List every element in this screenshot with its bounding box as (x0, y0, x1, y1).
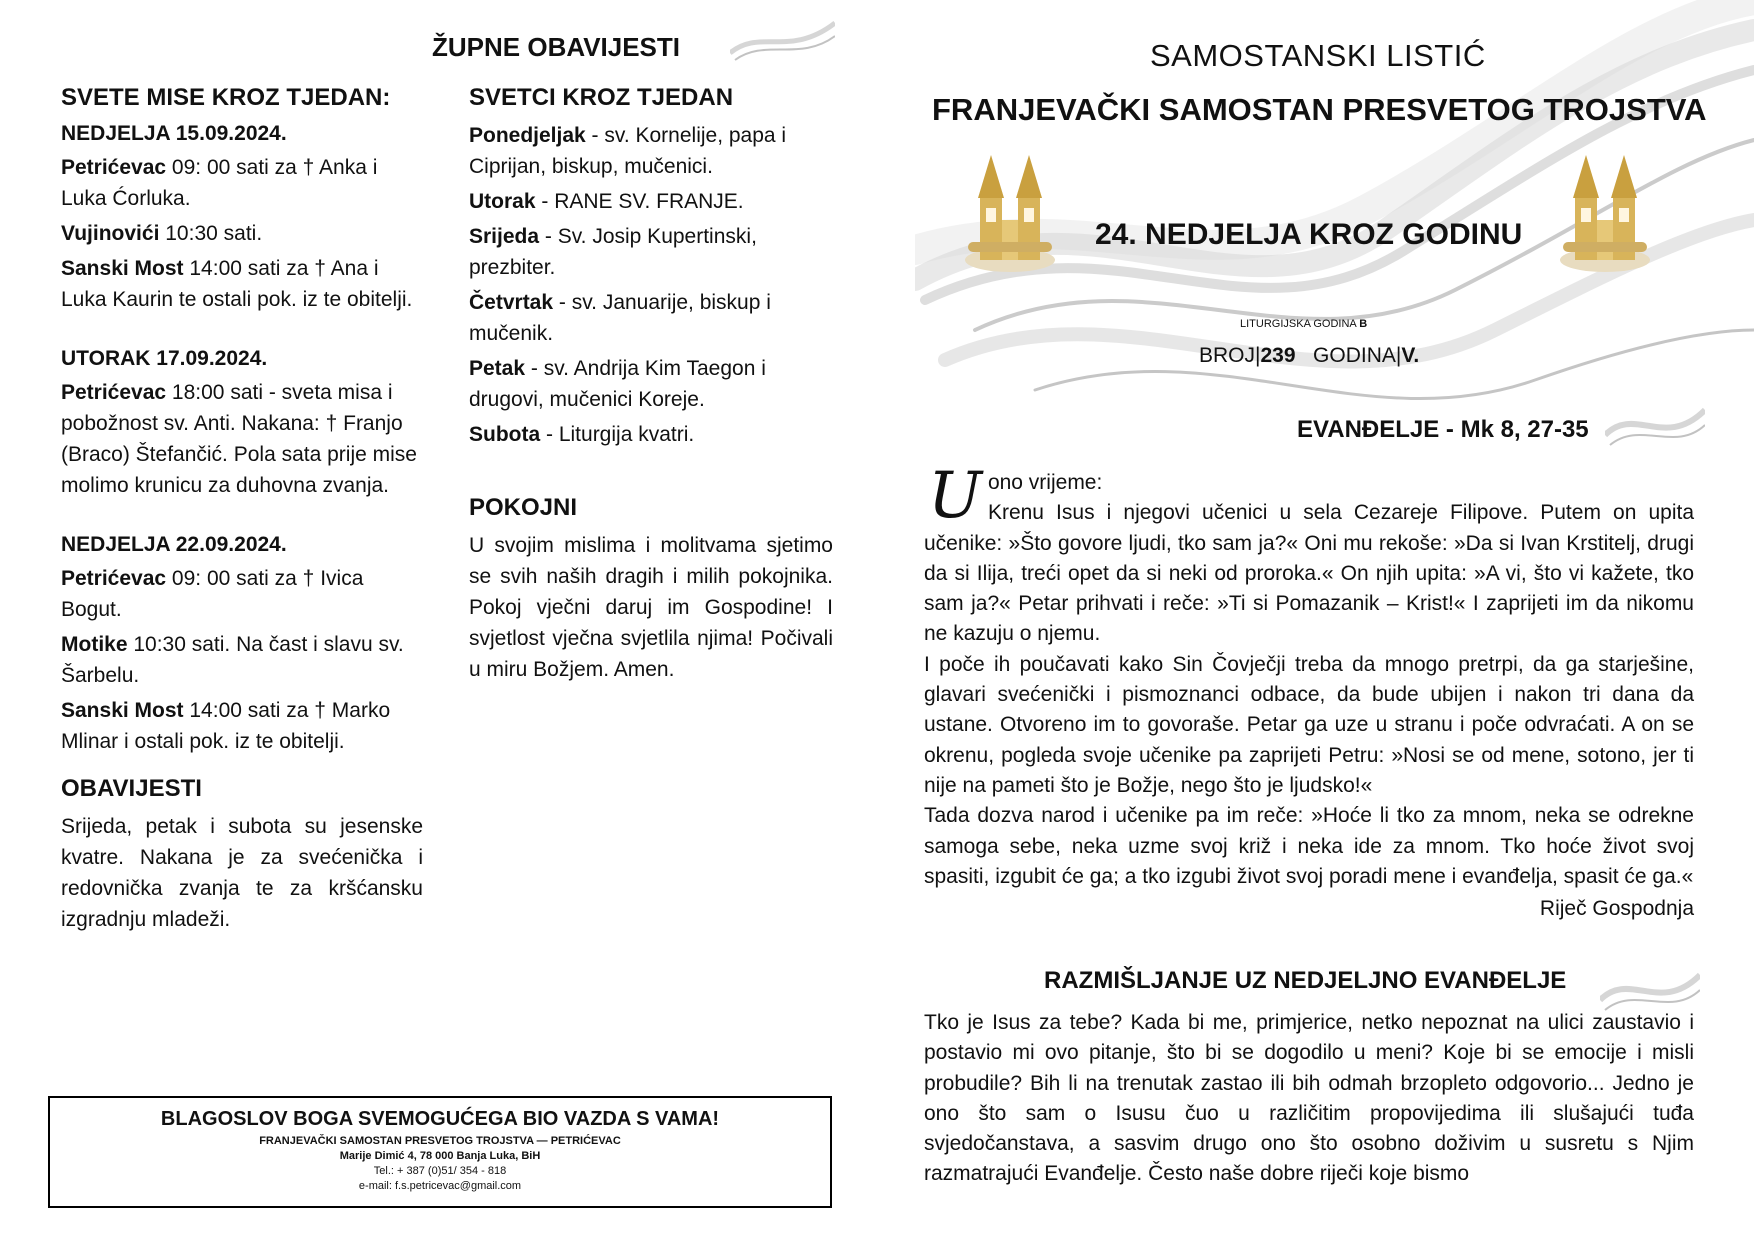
masses-column (61, 84, 423, 939)
saint-entry (469, 120, 833, 182)
saint-entry (469, 186, 833, 217)
mass-place: Vujinovići (61, 222, 160, 245)
saint-day: Srijeda (469, 225, 540, 248)
mass-details: 14:00 sati za † Marko Mlinar i ostali pok. iz te obitelji. (61, 699, 391, 753)
footer-phone: Tel.: + 387 (0)51/ 354 - 818 (373, 1165, 507, 1177)
saint-day: Petak (469, 357, 526, 380)
notices-text: Srijeda, petak i subota su jesenske kvatre. Nakana je za svećenička i redovnička zvanja te za kršćansku izgradnju mladeži. (61, 815, 423, 931)
saint-name: - sv. Januarije, biskup i mučenik. (469, 291, 771, 345)
mass-entry (61, 695, 423, 757)
gospel-paragraph-2: I poče ih poučavati kako Sin Čovječji treba da mnogo pretrpi, da ga starješine, glavari svećenički i pismoznanci odbace, da bude ubijen i nakon tri dana da ustane. Otvoreno im to govoraše. Petar ga uze u stranu i poče odvraćati. A on se okrenu, pogleda svoje učenike pa zaprijeti Petru: »Nosi se od mene, sotono, jer ti nije na pameti što je Božje, nego što je ljudsko!« (924, 652, 1694, 797)
swirl-decoration-gospel (1605, 395, 1705, 455)
mass-place: Petrićevac (61, 156, 167, 179)
liturgical-year-value: B (1359, 318, 1368, 330)
day-spacer (61, 319, 423, 347)
gospel-paragraph-1: Krenu Isus i njegovi učenici u sela Cezareje Filipove. Putem on upita učenike: »Što govore ljudi, tko sam ja?« Oni mu rekoše: »Da si Ivan Krstitelj, drugi da si Ilija, treći opet da si neki od proroka.« On njih upita: »A vi, što vi kažete, tko sam ja?« Petar prihvati i reče: »Ti si Pomazanik – Krist!« I zaprijeti im da nikomu ne kazuju o njemu. (924, 501, 1694, 646)
gospel-closing: Riječ Gospodnja (1539, 897, 1694, 921)
gospel-title: EVANĐELJE - Mk 8, 27-35 (1297, 416, 1589, 443)
year-label: GODINA| (1313, 344, 1402, 367)
footer-address: Marije Dimić 4, 78 000 Banja Luka, BiH (339, 1150, 541, 1162)
footer-email: e-mail: f.s.petricevac@gmail.com (358, 1180, 522, 1192)
mass-details: 18:00 sati - sveta misa i pobožnost sv. Anti. Nakana: † Franjo (Braco) Štefančić. Pola sata prije mise molimo krunicu za duhovna zvanja. (61, 381, 417, 497)
saint-day: Ponedjeljak (469, 124, 586, 147)
parish-notices-header: ŽUPNE OBAVIJESTI (432, 32, 681, 62)
mass-entry (61, 152, 423, 214)
mass-place: Petrićevac (61, 381, 167, 404)
drop-cap: U (928, 459, 982, 533)
mass-day-date: NEDJELJA 22.09.2024. (61, 533, 287, 556)
saint-name: - Sv. Josip Kupertinski, prezbiter. (469, 225, 757, 279)
issue-info (1199, 344, 1419, 368)
mass-details: 09: 00 sati za † Anka i Luka Ćorluka. (61, 156, 378, 210)
deceased-title: POKOJNI (469, 494, 578, 521)
bulletin-title: SAMOSTANSKI LISTIĆ (1150, 38, 1486, 73)
blessing-text: BLAGOSLOV BOGA SVEMOGUĆEGA BIO VAZDA S VAMA! (160, 1108, 720, 1130)
mass-entry (61, 563, 423, 625)
mass-day-date: UTORAK 17.09.2024. (61, 347, 268, 370)
gospel-body (924, 459, 1694, 924)
church-towers-icon-right (1555, 150, 1655, 275)
mass-place: Motike (61, 633, 128, 656)
day-spacer (61, 505, 423, 533)
liturgical-year-label: LITURGIJSKA GODINA (1240, 318, 1360, 330)
swirl-decoration-left-header (730, 18, 835, 63)
saint-entry (469, 419, 833, 450)
notices-title: OBAVIJESTI (61, 775, 202, 802)
blessing-footer (48, 1096, 832, 1208)
saints-title: SVETCI KROZ TJEDAN (469, 84, 734, 111)
reflection-title: RAZMIŠLJANJE UZ NEDJELJNO EVANĐELJE (1044, 967, 1567, 994)
mass-entry (61, 253, 423, 315)
saints-column (469, 84, 833, 689)
deceased-text: U svojim mislima i molitvama sjetimo se svih naših dragih i milih pokojnika. Pokoj vječni daruj im Gospodine! I svjetlost vječna svjetlila njima! Počivali u miru Božjem. Amen. (469, 534, 833, 681)
saint-name: - RANE SV. FRANJE. (535, 190, 744, 213)
masses-days (61, 122, 423, 757)
saint-day: Četvrtak (469, 291, 554, 314)
mass-place: Petrićevac (61, 567, 167, 590)
mass-day-date: NEDJELJA 15.09.2024. (61, 122, 287, 145)
issue-label: BROJ| (1199, 344, 1261, 367)
church-towers-icon-left (960, 150, 1060, 275)
mass-details: 14:00 sati za † Ana i Luka Kaurin te ostali pok. iz te obitelji. (61, 257, 413, 311)
monastery-title: FRANJEVAČKI SAMOSTAN PRESVETOG TROJSTVA (932, 92, 1707, 127)
gospel-first-line: onо vrijeme: (987, 471, 1103, 494)
saint-name: - sv. Andrija Kim Taegon i drugovi, mučenici Koreje. (469, 357, 766, 411)
mass-place: Sanski Most (61, 699, 184, 722)
footer-org: FRANJEVAČKI SAMOSTAN PRESVETOG TROJSTVA — PETRIĆEVAC (259, 1135, 621, 1147)
mass-entry (61, 218, 423, 249)
mass-entry (61, 629, 423, 691)
mass-details: 10:30 sati. Na čast i slavu sv. Šarbelu. (61, 633, 404, 687)
saint-name: - sv. Kornelije, papa i Ciprijan, biskup, mučenici. (469, 124, 787, 178)
mass-details: 09: 00 sati za † Ivica Bogut. (61, 567, 364, 621)
mass-place: Sanski Most (61, 257, 184, 280)
saints-list (469, 120, 833, 450)
gospel-opening (924, 459, 1694, 650)
masses-title: SVETE MISE KROZ TJEDAN: (61, 84, 391, 111)
issue-number: 239 (1260, 344, 1296, 367)
liturgical-year (1240, 318, 1367, 330)
saint-entry (469, 221, 833, 283)
mass-details: 10:30 sati. (159, 222, 263, 245)
sunday-title: 24. NEDJELJA KROZ GODINU (1095, 218, 1523, 251)
saint-entry (469, 353, 833, 415)
saint-day: Subota (469, 423, 541, 446)
gospel-paragraph-3: Tada dozva narod i učenike pa im reče: »Hoće li tko za mnom, neka se odrekne samoga sebe, neka uzme svoj križ i neka ide za mnom. Tko hoće život svoj spasiti, izgubit će ga; a tko izgubi život svoj poradi mene i evanđelja, spasit će ga.« (924, 804, 1694, 888)
mass-entry (61, 377, 423, 501)
saint-entry (469, 287, 833, 349)
saint-name: - Liturgija kvatri. (540, 423, 695, 446)
year-value: V. (1401, 344, 1420, 367)
reflection-text: Tko je Isus za tebe? Kada bi me, primjerice, netko nepoznat na ulici zaustavio i postavio mi ovo pitanje, što bi se dogodilo u meni? Koje bi se emocije i misli probudile? Bih li na trenutak zastao ili bih odmah brzopleto odgovorio... Jedno je ono što sam o Isusu čuo u različitim propovijedima ili slušajući tuđa svjedočanstava, a sasvim drugo ono što osobno doživim u susretu s Njim razmatrajući Evanđelje. Često naše dobre riječi koje bismo (924, 1011, 1694, 1186)
saint-day: Utorak (469, 190, 536, 213)
